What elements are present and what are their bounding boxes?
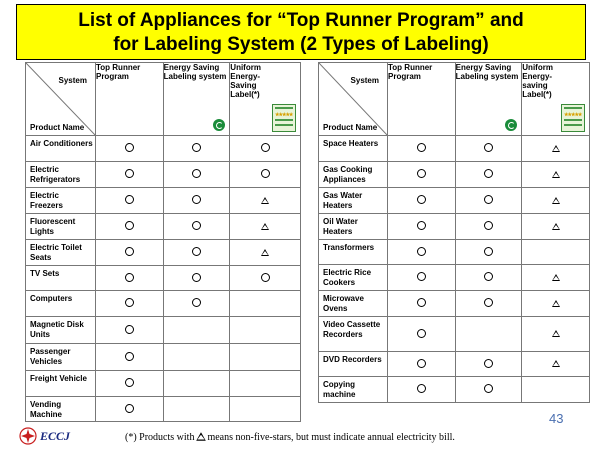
uniform-cell <box>522 317 590 352</box>
product-name: Magnetic Disk Units <box>30 320 84 339</box>
uniform-cell <box>230 162 301 188</box>
product-name: Oil Water Heaters <box>323 217 358 236</box>
uniform-cell <box>522 291 590 317</box>
circle-icon <box>125 221 134 230</box>
product-name-cell <box>319 317 388 352</box>
energy-saving-cell <box>455 377 522 403</box>
circle-icon <box>484 359 493 368</box>
circle-icon <box>125 169 134 178</box>
product-name: Air Conditioners <box>30 139 93 148</box>
circle-icon <box>125 273 134 282</box>
uniform-label-icon: ★★★★★ <box>561 104 585 132</box>
circle-icon <box>417 329 426 338</box>
product-name: Copying machine <box>323 380 356 399</box>
circle-icon <box>192 273 201 282</box>
product-name: DVD Recorders <box>323 355 382 364</box>
header-uniform-label <box>522 63 590 136</box>
product-name-cell <box>26 162 96 188</box>
product-name-cell <box>319 136 388 162</box>
product-name-cell <box>319 265 388 291</box>
header-top-runner: Top Runner Program <box>388 63 456 136</box>
footnote-after: means non-five-stars, but must indicate annual electricity bill. <box>207 432 455 443</box>
circle-icon <box>417 247 426 256</box>
product-name: Fluorescent Lights <box>30 217 76 236</box>
top-runner-cell <box>95 214 163 240</box>
header-top-runner: Top Runner Program <box>95 63 163 136</box>
table-row <box>319 377 590 403</box>
uniform-cell <box>522 240 590 265</box>
circle-icon <box>417 298 426 307</box>
product-name-cell <box>26 266 96 291</box>
top-runner-cell <box>388 188 456 214</box>
circle-icon <box>125 298 134 307</box>
circle-icon <box>417 221 426 230</box>
table-row <box>26 397 301 422</box>
product-name-cell <box>26 317 96 344</box>
table-row <box>26 344 301 371</box>
logo-text: ECCJ <box>40 429 71 443</box>
uniform-cell <box>230 266 301 291</box>
table-row <box>319 188 590 214</box>
table-row <box>319 162 590 188</box>
energy-saving-cell <box>455 291 522 317</box>
top-runner-cell <box>388 136 456 162</box>
triangle-icon <box>552 171 560 178</box>
product-name: Electric Refrigerators <box>30 165 81 184</box>
title-line-2: for Labeling System (2 Types of Labeling) <box>113 34 489 55</box>
product-name: Freight Vehicle <box>30 374 87 383</box>
table-row <box>26 240 301 266</box>
energy-saving-cell <box>163 397 230 422</box>
triangle-icon <box>552 223 560 230</box>
right-appliance-table <box>318 62 590 403</box>
product-name-cell <box>26 214 96 240</box>
table-row <box>319 265 590 291</box>
product-name: Electric Toilet Seats <box>30 243 82 262</box>
circle-icon <box>417 384 426 393</box>
table-row <box>319 352 590 377</box>
system-label: System <box>58 76 87 85</box>
product-name-cell <box>319 352 388 377</box>
product-name-cell <box>26 188 96 214</box>
product-name-label: Product Name <box>30 123 85 132</box>
product-name: Gas Cooking Appliances <box>323 165 373 184</box>
product-name: Microwave Ovens <box>323 294 364 313</box>
product-name: Transformers <box>323 243 375 252</box>
circle-icon <box>192 195 201 204</box>
triangle-icon <box>261 223 269 230</box>
energy-saving-cell <box>455 214 522 240</box>
circle-icon <box>484 221 493 230</box>
product-name-cell <box>26 371 96 397</box>
footnote-before: (*) Products with <box>125 432 195 443</box>
top-runner-cell <box>95 371 163 397</box>
energy-saving-cell <box>455 162 522 188</box>
circle-icon <box>192 169 201 178</box>
uniform-cell <box>230 240 301 266</box>
energy-saving-cell <box>455 136 522 162</box>
table-row <box>26 188 301 214</box>
eccj-emblem-icon <box>19 427 37 445</box>
top-runner-cell <box>95 188 163 214</box>
circle-icon <box>261 273 270 282</box>
product-name-cell <box>319 188 388 214</box>
table-row <box>319 291 590 317</box>
circle-icon <box>192 247 201 256</box>
energy-saving-cell <box>163 188 230 214</box>
triangle-icon <box>196 432 206 440</box>
product-name: TV Sets <box>30 269 60 278</box>
uniform-label-text: Uniform Energy-Saving Label(*) <box>230 63 261 99</box>
circle-icon <box>484 384 493 393</box>
uniform-cell <box>522 162 590 188</box>
table-row <box>319 317 590 352</box>
top-runner-cell <box>388 291 456 317</box>
circle-icon <box>484 272 493 281</box>
top-runner-cell <box>95 162 163 188</box>
product-name-cell <box>319 162 388 188</box>
product-name: Gas Water Heaters <box>323 191 363 210</box>
title-banner <box>16 4 586 60</box>
table-row <box>26 371 301 397</box>
system-label: System <box>350 76 379 85</box>
uniform-cell <box>230 188 301 214</box>
triangle-icon <box>261 249 269 256</box>
energy-saving-cell <box>455 317 522 352</box>
uniform-cell <box>522 352 590 377</box>
table-row <box>26 214 301 240</box>
uniform-cell <box>230 291 301 317</box>
circle-icon <box>417 143 426 152</box>
triangle-icon <box>552 274 560 281</box>
circle-icon <box>125 195 134 204</box>
title-line-1: List of Appliances for “Top Runner Program” and <box>78 10 524 31</box>
energy-saving-cell <box>163 266 230 291</box>
top-runner-cell <box>95 266 163 291</box>
product-name-cell <box>26 344 96 371</box>
footnote <box>125 432 455 443</box>
product-name: Electric Freezers <box>30 191 63 210</box>
triangle-icon <box>552 300 560 307</box>
table-row <box>319 136 590 162</box>
top-runner-cell <box>388 240 456 265</box>
circle-icon <box>417 169 426 178</box>
energy-saving-cell <box>163 162 230 188</box>
circle-icon <box>484 247 493 256</box>
energy-saving-cell <box>163 291 230 317</box>
product-name-cell <box>26 397 96 422</box>
uniform-cell <box>230 397 301 422</box>
circle-icon <box>125 378 134 387</box>
uniform-cell <box>230 344 301 371</box>
table-row <box>26 266 301 291</box>
energy-saving-cell <box>455 240 522 265</box>
header-energy-saving <box>163 63 230 136</box>
top-runner-cell <box>95 136 163 162</box>
energy-saving-cell <box>455 188 522 214</box>
triangle-icon <box>261 197 269 204</box>
header-diagonal-cell <box>319 63 388 136</box>
energy-saving-cell <box>163 214 230 240</box>
product-name-cell <box>319 240 388 265</box>
circle-icon <box>125 352 134 361</box>
table-row <box>319 240 590 265</box>
page-number: 43 <box>549 411 564 426</box>
header-diagonal-cell <box>26 63 96 136</box>
uniform-cell <box>522 377 590 403</box>
header-energy-saving <box>455 63 522 136</box>
circle-icon <box>484 143 493 152</box>
circle-icon <box>417 195 426 204</box>
top-runner-cell <box>388 317 456 352</box>
triangle-icon <box>552 360 560 367</box>
uniform-cell <box>522 265 590 291</box>
product-name-label: Product Name <box>323 123 378 132</box>
product-name-cell <box>26 136 96 162</box>
energy-saving-mark-icon <box>213 119 225 131</box>
product-name-cell <box>26 240 96 266</box>
triangle-icon <box>552 330 560 337</box>
top-runner-cell <box>388 377 456 403</box>
energy-saving-label: Energy Saving Labeling system <box>455 63 519 81</box>
uniform-cell <box>522 214 590 240</box>
uniform-cell <box>230 214 301 240</box>
top-runner-cell <box>388 162 456 188</box>
circle-icon <box>484 169 493 178</box>
product-name: Computers <box>30 294 73 303</box>
uniform-cell <box>230 371 301 397</box>
energy-saving-cell <box>163 136 230 162</box>
uniform-label-icon: ★★★★★ <box>272 104 296 132</box>
circle-icon <box>261 169 270 178</box>
eccj-logo <box>19 427 119 447</box>
product-name: Electric Rice Cookers <box>323 268 372 287</box>
product-name-cell <box>319 377 388 403</box>
uniform-cell <box>230 136 301 162</box>
product-name: Space Heaters <box>323 139 379 148</box>
top-runner-cell <box>95 317 163 344</box>
triangle-icon <box>552 197 560 204</box>
circle-icon <box>192 298 201 307</box>
table-row <box>26 136 301 162</box>
energy-saving-mark-icon <box>505 119 517 131</box>
circle-icon <box>192 221 201 230</box>
product-name: Passenger Vehicles <box>30 347 71 366</box>
top-runner-cell <box>388 214 456 240</box>
table-row <box>319 214 590 240</box>
circle-icon <box>125 247 134 256</box>
circle-icon <box>417 359 426 368</box>
product-name-cell <box>26 291 96 317</box>
energy-saving-cell <box>163 344 230 371</box>
top-runner-cell <box>388 265 456 291</box>
header-uniform-label <box>230 63 301 136</box>
triangle-icon <box>552 145 560 152</box>
circle-icon <box>417 272 426 281</box>
uniform-cell <box>522 136 590 162</box>
energy-saving-cell <box>163 317 230 344</box>
top-runner-cell <box>388 352 456 377</box>
uniform-cell <box>230 317 301 344</box>
energy-saving-cell <box>455 265 522 291</box>
product-name-cell <box>319 214 388 240</box>
energy-saving-cell <box>163 371 230 397</box>
top-runner-cell <box>95 397 163 422</box>
product-name-cell <box>319 291 388 317</box>
table-row <box>26 162 301 188</box>
energy-saving-cell <box>455 352 522 377</box>
circle-icon <box>484 195 493 204</box>
energy-saving-label: Energy Saving Labeling system <box>163 63 227 81</box>
table-row <box>26 317 301 344</box>
uniform-label-text: Uniform Energy-saving Label(*) <box>522 63 553 99</box>
table-row <box>26 291 301 317</box>
circle-icon <box>484 298 493 307</box>
circle-icon <box>192 143 201 152</box>
uniform-cell <box>522 188 590 214</box>
top-runner-cell <box>95 240 163 266</box>
product-name: Video Cassette Recorders <box>323 320 381 339</box>
top-runner-cell <box>95 291 163 317</box>
circle-icon <box>261 143 270 152</box>
top-runner-cell <box>95 344 163 371</box>
circle-icon <box>125 143 134 152</box>
circle-icon <box>125 404 134 413</box>
energy-saving-cell <box>163 240 230 266</box>
circle-icon <box>125 325 134 334</box>
product-name: Vending Machine <box>30 400 63 419</box>
left-appliance-table <box>25 62 301 422</box>
